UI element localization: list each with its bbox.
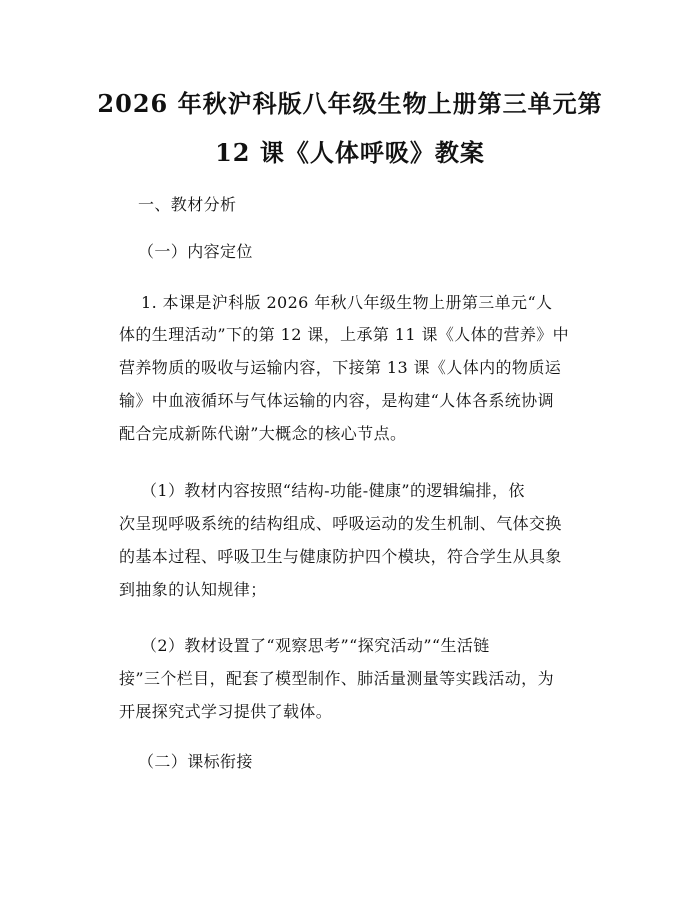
subsection-heading-content-positioning: （一）内容定位 [138,242,253,261]
paragraph-1-line-5: 配合完成新陈代谢”大概念的核心节点。 [119,424,407,443]
document-title-line-2: 12 课《人体呼吸》教案 [215,138,485,167]
paragraph-1-line-2: 体的生理活动”下的第 12 课，上承第 11 课《人体的营养》中 [119,325,570,344]
paragraph-2-line-2: 次呈现呼吸系统的结构组成、呼吸运动的发生机制、气体交换 [119,514,562,533]
section-heading-textbook-analysis: 一、教材分析 [138,195,237,214]
paragraph-2-line-4: 到抽象的认知规律； [119,580,267,599]
paragraph-3-line-2: 接”三个栏目，配套了模型制作、肺活量测量等实践活动，为 [119,669,554,688]
document-title-line-1: 2026 年秋沪科版八年级生物上册第三单元第 [97,89,603,118]
paragraph-1-line-4: 输》中血液循环与气体运输的内容，是构建“人体各系统协调 [119,391,554,410]
subsection-heading-curriculum-alignment: （二）课标衔接 [138,752,253,771]
paragraph-2-line-3: 的基本过程、呼吸卫生与健康防护四个模块，符合学生从具象 [119,547,562,566]
paragraph-3-line-3: 开展探究式学习提供了载体。 [119,702,333,721]
paragraph-1-line-3: 营养物质的吸收与运输内容，下接第 13 课《人体内的物质运 [119,358,562,377]
paragraph-3-line-1: （2）教材设置了“观察思考”“探究活动”“生活链 [141,636,490,655]
paragraph-1-line-1: 1. 本课是沪科版 2026 年秋八年级生物上册第三单元“人 [141,293,553,312]
paragraph-2-line-1: （1）教材内容按照“结构-功能-健康”的逻辑编排，依 [141,481,525,500]
